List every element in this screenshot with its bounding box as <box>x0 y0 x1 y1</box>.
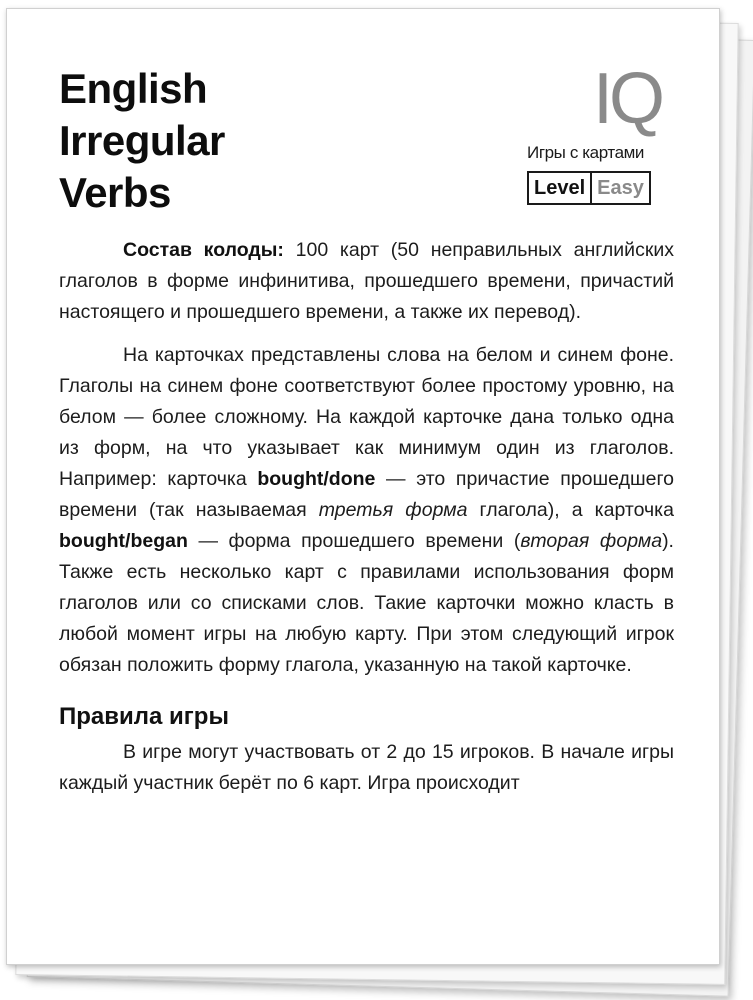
deck-contents-text: 100 карт (50 неправильных английских глаголов в форме инфинитива, прошедшего времени, причастий настоящего и прошедшего времени, а также их перевод). <box>59 239 674 323</box>
description-text-5: ). Также есть несколько карт с правилами использования форм глаголов или со списками слов. Такие карточки можно класть в любой момент игры на любую карту. При этом следующий игрок обязан положить форму глагола, указанную на такой карточке. <box>59 530 674 676</box>
rules-paragraph: В игре могут участвовать от 2 до 15 игроков. В начале игры каждый участник берёт по 6 карт. Игра происходит <box>59 741 674 794</box>
term-third-form: третья форма <box>318 499 468 521</box>
booklet-page <box>6 8 720 965</box>
deck-contents-paragraph <box>59 235 674 328</box>
description-paragraph <box>59 340 674 681</box>
body-text <box>59 235 674 799</box>
level-label: Level <box>529 173 592 203</box>
rules-heading: Правила игры <box>59 703 229 730</box>
example-card-1: bought/done <box>257 468 376 490</box>
level-badge <box>527 171 651 205</box>
description-text-2: — это причастие прошедшего времени (так называемая <box>59 468 674 521</box>
term-second-form: вторая форма <box>520 530 663 552</box>
deck-contents-label: Состав колоды: <box>123 239 284 261</box>
example-card-2: bought/began <box>59 530 188 552</box>
page-title <box>59 63 225 219</box>
level-value: Easy <box>597 177 644 199</box>
title-line-3: Verbs <box>59 169 171 216</box>
description-text-3: глагола), а карточка <box>467 499 674 521</box>
title-line-2: Irregular <box>59 117 225 164</box>
title-line-1: English <box>59 65 208 112</box>
series-subtitle: Игры с картами <box>527 143 645 162</box>
description-text-1: На карточках представлены слова на белом и синем фоне. Глаголы на синем фоне соответствуют более простому уровню, на белом — более сложному. На каждой карточке дана только одна из форм, на что указывает как минимум один из глаголов. Например: карточка <box>59 344 674 490</box>
description-text-4: — форма прошедшего времени ( <box>187 530 521 552</box>
iq-logo: IQ <box>593 59 662 139</box>
